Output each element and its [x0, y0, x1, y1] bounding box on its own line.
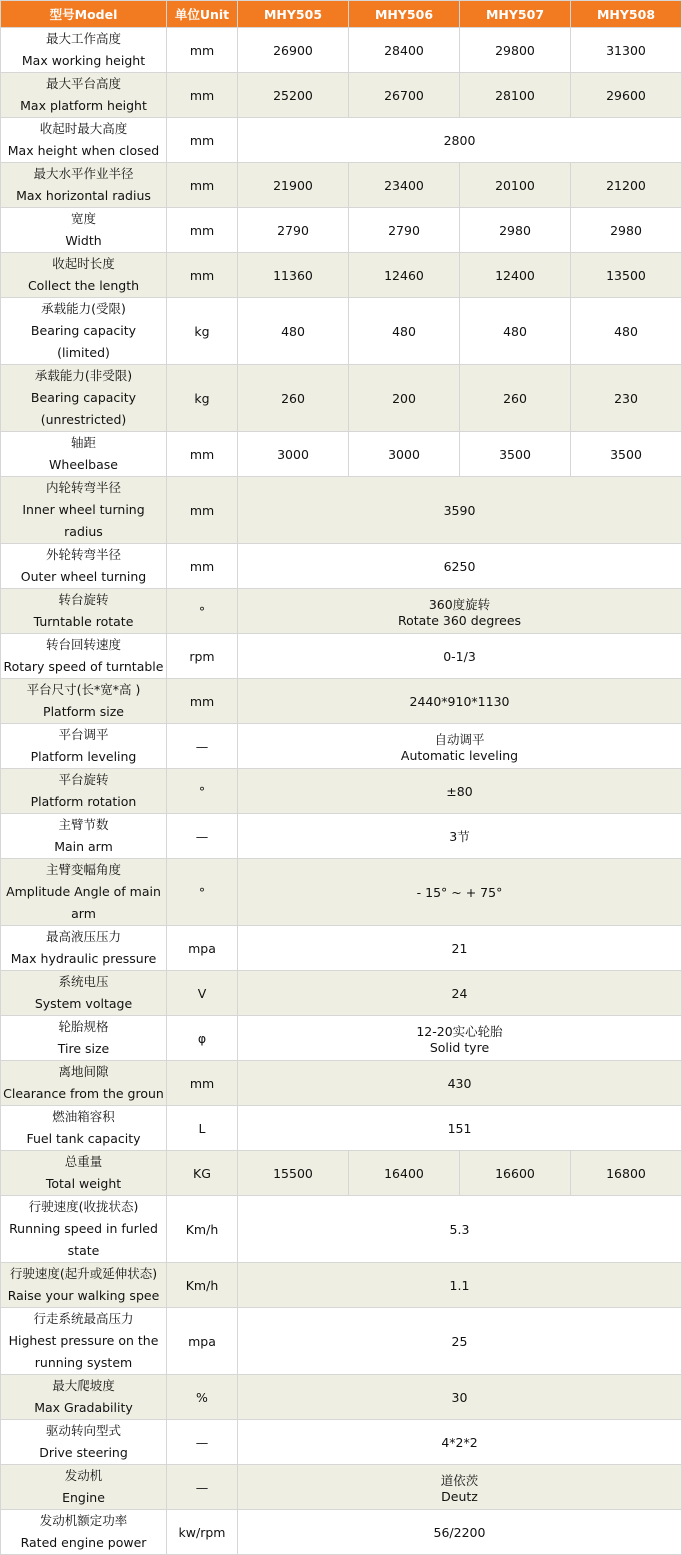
spec-value-model-1: 3000: [238, 432, 349, 477]
spec-name-en: Main arm: [54, 839, 113, 854]
table-row: [1, 1308, 682, 1375]
spec-value-model-1: 21900: [238, 163, 349, 208]
spec-value-line-2: Deutz: [441, 1488, 478, 1504]
spec-name-en: Total weight: [45, 1176, 122, 1191]
spec-unit: mm: [167, 73, 238, 118]
spec-unit: mm: [167, 477, 238, 544]
spec-unit: Km/h: [167, 1196, 238, 1263]
header-model-4: MHY508: [571, 1, 682, 28]
spec-value-model-2: 480: [349, 298, 460, 365]
spec-unit: mm: [167, 432, 238, 477]
spec-name: [1, 1465, 167, 1510]
spec-value-shared: [238, 118, 682, 163]
table-row: [1, 634, 682, 679]
spec-name-cn: 转台回转速度: [45, 637, 121, 652]
spec-value-model-2: 26700: [349, 73, 460, 118]
spec-name-en: Raise your walking spee: [7, 1288, 160, 1303]
spec-name-en: Max height when closed: [7, 143, 160, 158]
table-row: [1, 477, 682, 544]
spec-value-shared: [238, 589, 682, 634]
spec-name: [1, 253, 167, 298]
spec-name-en: Max hydraulic pressure: [10, 951, 157, 966]
spec-name: [1, 724, 167, 769]
spec-value-model-4: 230: [571, 365, 682, 432]
spec-name-en: Platform leveling: [30, 749, 137, 764]
spec-unit: kg: [167, 365, 238, 432]
spec-value-model-1: 15500: [238, 1151, 349, 1196]
spec-value-model-1: 260: [238, 365, 349, 432]
table-row: [1, 1263, 682, 1308]
table-row: [1, 365, 682, 432]
header-model-2: MHY506: [349, 1, 460, 28]
spec-value-line: 151: [447, 1120, 472, 1136]
table-row: [1, 926, 682, 971]
spec-value-line: 5.3: [449, 1221, 470, 1237]
spec-value-line: 0-1/3: [443, 648, 476, 664]
spec-value-line: 2800: [443, 132, 476, 148]
table-row: [1, 208, 682, 253]
spec-name-en: Max Gradability: [34, 1400, 133, 1415]
spec-value-line: 21: [451, 940, 468, 956]
spec-name-cn: 最大平台高度: [45, 76, 121, 91]
table-row: [1, 589, 682, 634]
spec-value-model-1: 11360: [238, 253, 349, 298]
table-row: [1, 1016, 682, 1061]
spec-name: [1, 477, 167, 544]
spec-name: [1, 1016, 167, 1061]
spec-unit: L: [167, 1106, 238, 1151]
spec-name-cn: 驱动转向型式: [45, 1423, 121, 1438]
table-row: [1, 163, 682, 208]
spec-name-en: Collect the length: [27, 278, 140, 293]
spec-unit: —: [167, 814, 238, 859]
table-row: [1, 1420, 682, 1465]
spec-unit: mm: [167, 208, 238, 253]
table-row: [1, 1196, 682, 1263]
table-row: [1, 1151, 682, 1196]
spec-value-model-2: 3000: [349, 432, 460, 477]
spec-name: [1, 1151, 167, 1196]
spec-value-shared: [238, 814, 682, 859]
spec-name-en-cont: (unrestricted): [40, 412, 127, 427]
spec-name-cn: 内轮转弯半径: [45, 480, 121, 495]
spec-name: [1, 544, 167, 589]
spec-value-shared: [238, 1061, 682, 1106]
spec-name: [1, 298, 167, 365]
table-row: [1, 1375, 682, 1420]
spec-name: [1, 1375, 167, 1420]
spec-name-cn: 燃油箱容积: [52, 1109, 115, 1124]
spec-value-shared: [238, 634, 682, 679]
spec-name: [1, 163, 167, 208]
spec-value-line: 自动调平: [434, 731, 485, 747]
header-unit: 单位Unit: [167, 1, 238, 28]
spec-unit: V: [167, 971, 238, 1016]
header-model: 型号Model: [1, 1, 167, 28]
spec-name-en: Max horizontal radius: [16, 188, 151, 203]
spec-name-cn: 平台尺寸(长*宽*高 ): [26, 682, 141, 697]
table-row: [1, 1106, 682, 1151]
spec-value-line: 12-20实心轮胎: [416, 1023, 503, 1039]
spec-name-cn: 发动机额定功率: [39, 1513, 128, 1528]
spec-value-line: 24: [451, 985, 468, 1001]
spec-unit: °: [167, 589, 238, 634]
spec-name-cn: 主臂变幅角度: [45, 862, 121, 877]
spec-value-model-1: 2790: [238, 208, 349, 253]
spec-value-line: 56/2200: [433, 1524, 486, 1540]
spec-value-model-3: 480: [460, 298, 571, 365]
spec-value-model-4: 480: [571, 298, 682, 365]
spec-name-en-cont: running system: [34, 1355, 133, 1370]
spec-name: [1, 589, 167, 634]
spec-name: [1, 679, 167, 724]
table-row: [1, 1465, 682, 1510]
spec-value-line: 360度旋转: [428, 596, 491, 612]
spec-name-cn: 行走系统最高压力: [33, 1311, 134, 1326]
spec-value-line: 6250: [443, 558, 476, 574]
spec-name-en: Rotary speed of turntable: [3, 659, 164, 674]
spec-name-cn: 行驶速度(起升或延伸状态): [9, 1266, 158, 1281]
table-row: [1, 253, 682, 298]
spec-value-model-3: 12400: [460, 253, 571, 298]
spec-unit: kg: [167, 298, 238, 365]
header-model-1: MHY505: [238, 1, 349, 28]
spec-value-model-4: 2980: [571, 208, 682, 253]
spec-value-model-2: 12460: [349, 253, 460, 298]
spec-unit: mm: [167, 679, 238, 724]
spec-unit: mpa: [167, 1308, 238, 1375]
spec-name-en: Tire size: [57, 1041, 110, 1056]
spec-name-en: Max working height: [21, 53, 146, 68]
spec-name-en: Max platform height: [20, 98, 147, 113]
table-row: [1, 859, 682, 926]
spec-value-line: 430: [447, 1075, 472, 1091]
spec-unit: kw/rpm: [167, 1510, 238, 1555]
spec-name-cn: 收起时最大高度: [39, 121, 128, 136]
spec-name-cn: 发动机: [64, 1468, 103, 1483]
spec-value-shared: [238, 724, 682, 769]
table-row: [1, 724, 682, 769]
spec-unit: mm: [167, 1061, 238, 1106]
table-row: [1, 814, 682, 859]
spec-name: [1, 769, 167, 814]
spec-name: [1, 1308, 167, 1375]
table-row: [1, 769, 682, 814]
spec-value-model-2: 23400: [349, 163, 460, 208]
spec-value-model-3: 2980: [460, 208, 571, 253]
spec-value-model-2: 2790: [349, 208, 460, 253]
spec-value-model-3: 260: [460, 365, 571, 432]
spec-value-line-2: Automatic leveling: [400, 747, 519, 763]
spec-value-line: 4*2*2: [441, 1434, 478, 1450]
spec-name-cn: 最大工作高度: [45, 31, 121, 46]
spec-name-cn: 最大水平作业半径: [33, 166, 134, 181]
spec-value-shared: [238, 971, 682, 1016]
table-row: [1, 1510, 682, 1555]
spec-value-model-2: 28400: [349, 28, 460, 73]
spec-value-line: 道依茨: [440, 1472, 479, 1488]
spec-value-shared: [238, 679, 682, 724]
spec-value-shared: [238, 1510, 682, 1555]
spec-value-model-4: 3500: [571, 432, 682, 477]
spec-value-shared: [238, 926, 682, 971]
spec-name: [1, 28, 167, 73]
spec-value-line: 30: [451, 1389, 468, 1405]
spec-name-cn: 行驶速度(收拢状态): [28, 1199, 139, 1214]
spec-value-model-4: 21200: [571, 163, 682, 208]
spec-name-en: Clearance from the groun: [3, 1086, 164, 1101]
spec-value-model-1: 480: [238, 298, 349, 365]
spec-value-line: 25: [451, 1333, 468, 1349]
spec-unit: mm: [167, 253, 238, 298]
spec-value-shared: [238, 859, 682, 926]
spec-value-model-3: 29800: [460, 28, 571, 73]
spec-value-shared: [238, 1308, 682, 1375]
spec-name: [1, 1196, 167, 1263]
spec-name: [1, 365, 167, 432]
spec-name-cn: 总重量: [64, 1154, 103, 1169]
spec-unit: °: [167, 859, 238, 926]
spec-unit: mpa: [167, 926, 238, 971]
spec-value-shared: [238, 1106, 682, 1151]
spec-name-cn: 承载能力(受限): [41, 301, 126, 316]
spec-value-model-4: 13500: [571, 253, 682, 298]
table-row: [1, 73, 682, 118]
header-row: [1, 1, 682, 28]
spec-name-cn: 宽度: [70, 211, 96, 226]
spec-name-en: Inner wheel turning radius: [22, 502, 145, 539]
spec-name: [1, 208, 167, 253]
spec-unit: KG: [167, 1151, 238, 1196]
table-row: [1, 544, 682, 589]
spec-name: [1, 1263, 167, 1308]
spec-value-shared: [238, 1465, 682, 1510]
spec-value-shared: [238, 1196, 682, 1263]
spec-unit: rpm: [167, 634, 238, 679]
spec-unit: %: [167, 1375, 238, 1420]
spec-value-model-3: 3500: [460, 432, 571, 477]
spec-name: [1, 814, 167, 859]
table-row: [1, 971, 682, 1016]
spec-value-model-1: 25200: [238, 73, 349, 118]
spec-name-en-cont: arm: [71, 906, 96, 921]
spec-name-cn: 主臂节数: [58, 817, 109, 832]
table-row: [1, 118, 682, 163]
spec-name-cn: 轴距: [70, 435, 96, 450]
spec-value-line: 3590: [443, 502, 476, 518]
spec-name: [1, 73, 167, 118]
spec-value-line-2: Rotate 360 degrees: [397, 612, 522, 628]
spec-name-en: Width: [65, 233, 102, 248]
spec-name-cn: 平台旋转: [58, 772, 109, 787]
spec-value-line: - 15° ~ + 75°: [416, 884, 503, 900]
spec-name-en-cont: state: [67, 1243, 100, 1258]
spec-name: [1, 634, 167, 679]
spec-name: [1, 971, 167, 1016]
spec-name-cn: 最大爬坡度: [52, 1378, 115, 1393]
spec-name-en: Platform size: [43, 704, 124, 719]
spec-value-model-3: 16600: [460, 1151, 571, 1196]
spec-unit: °: [167, 769, 238, 814]
spec-name-en: Drive steering: [39, 1445, 128, 1460]
spec-name: [1, 1106, 167, 1151]
table-row: [1, 679, 682, 724]
spec-value-model-3: 20100: [460, 163, 571, 208]
spec-value-model-4: 31300: [571, 28, 682, 73]
spec-name-en: Amplitude Angle of main: [6, 884, 161, 899]
spec-name-cn: 轮胎规格: [58, 1019, 109, 1034]
spec-name-en: Engine: [62, 1490, 105, 1505]
spec-name-cn: 外轮转弯半径: [45, 547, 121, 562]
spec-value-shared: [238, 1016, 682, 1061]
table-row: [1, 28, 682, 73]
spec-name: [1, 1420, 167, 1465]
spec-value-shared: [238, 1263, 682, 1308]
spec-value-model-3: 28100: [460, 73, 571, 118]
spec-name-cn: 离地间隙: [58, 1064, 109, 1079]
spec-unit: Km/h: [167, 1263, 238, 1308]
spec-value-shared: [238, 769, 682, 814]
spec-name: [1, 926, 167, 971]
spec-name-cn: 平台调平: [58, 727, 109, 742]
spec-value-line-2: Solid tyre: [429, 1039, 490, 1055]
spec-value-model-4: 16800: [571, 1151, 682, 1196]
spec-name-en: Platform rotation: [30, 794, 137, 809]
spec-unit: mm: [167, 28, 238, 73]
spec-value-shared: [238, 544, 682, 589]
spec-name-en: Bearing capacity: [30, 390, 137, 405]
spec-name-en: Turntable rotate: [33, 614, 134, 629]
spec-unit: —: [167, 724, 238, 769]
spec-unit: mm: [167, 163, 238, 208]
spec-name-cn: 收起时长度: [52, 256, 115, 271]
spec-name: [1, 118, 167, 163]
spec-value-model-4: 29600: [571, 73, 682, 118]
spec-unit: mm: [167, 118, 238, 163]
spec-value-line: 1.1: [449, 1277, 470, 1293]
spec-value-model-2: 200: [349, 365, 460, 432]
spec-unit: mm: [167, 544, 238, 589]
table-row: [1, 432, 682, 477]
spec-name-cn: 承载能力(非受限): [34, 368, 133, 383]
spec-name-en: Bearing capacity (limited): [30, 323, 137, 360]
spec-name: [1, 1061, 167, 1106]
table-row: [1, 1061, 682, 1106]
spec-body: [1, 28, 682, 1555]
spec-unit: —: [167, 1465, 238, 1510]
spec-name: [1, 1510, 167, 1555]
spec-value-shared: [238, 1375, 682, 1420]
spec-name-en: Rated engine power: [20, 1535, 147, 1550]
spec-name-cn: 转台旋转: [58, 592, 109, 607]
spec-name-cn: 系统电压: [58, 974, 109, 989]
spec-value-line: ±80: [446, 783, 473, 799]
spec-name-en: Running speed in furled: [9, 1221, 158, 1236]
spec-value-shared: [238, 1420, 682, 1465]
spec-value-line: 2440*910*1130: [409, 693, 510, 709]
spec-name: [1, 432, 167, 477]
spec-value-shared: [238, 477, 682, 544]
spec-name-en: Highest pressure on the: [8, 1333, 159, 1348]
spec-value-model-1: 26900: [238, 28, 349, 73]
spec-name-en: Fuel tank capacity: [26, 1131, 141, 1146]
spec-name: [1, 859, 167, 926]
spec-name-en: Outer wheel turning: [20, 569, 147, 584]
header-model-3: MHY507: [460, 1, 571, 28]
table-row: [1, 298, 682, 365]
spec-name-en: System voltage: [34, 996, 133, 1011]
spec-unit: φ: [167, 1016, 238, 1061]
spec-unit: —: [167, 1420, 238, 1465]
spec-value-model-2: 16400: [349, 1151, 460, 1196]
spec-name-cn: 最高液压压力: [45, 929, 121, 944]
spec-name-en: Wheelbase: [49, 457, 118, 472]
spec-value-line: 3节: [449, 829, 470, 844]
